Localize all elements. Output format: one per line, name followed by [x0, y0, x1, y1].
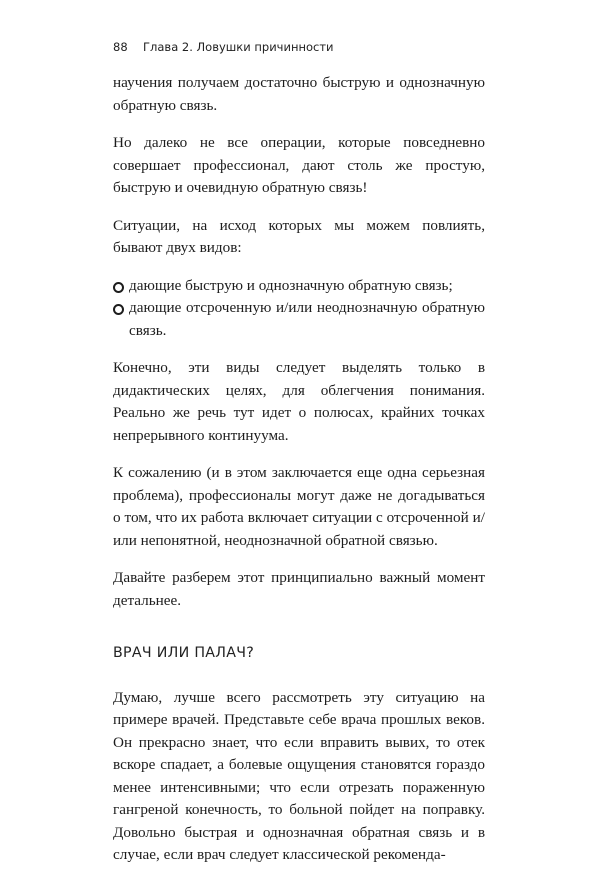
- section-heading: ВРАЧ ИЛИ ПАЛАЧ?: [113, 645, 255, 661]
- chapter-title: Глава 2. Ловушки причинности: [143, 40, 334, 54]
- paragraph: Но далеко не все операции, которые повседневно совершает профессионал, дают столь же простую, быструю и очевидную обратную связь!: [113, 134, 485, 196]
- running-header: [113, 40, 334, 54]
- bullet-item: [113, 275, 485, 298]
- paragraph: Думаю, лучше всего рассмотреть эту ситуацию на примере врачей. Представьте себе врача прошлых веков. Он прекрасно знает, что если вправить вывих, то отек вскоре спадает, а болевые ощущения становятся гораздо менее интенсивными; что если отрезать пораженную гангреной конечность, то больной пойдет на поправку. Довольно быстрая и однозначная обратная связь и в случае, если врач следует классической рекоменда-: [113, 688, 485, 863]
- page-number: 88: [113, 40, 128, 54]
- paragraph: К сожалению (и в этом заключается еще одна серьезная проблема), профессионалы могут даже не догадываться о том, что их работа включает ситуации с отсроченной и/или непонятной, неоднозначной обратной связью.: [113, 464, 485, 549]
- paragraph: Конечно, эти виды следует выделять только в дидактических целях, для облегчения понимания. Реально же речь тут идет о полюсах, крайних точках непрерывного континуума.: [113, 359, 485, 444]
- circle-bullet-icon: [113, 282, 124, 293]
- bullet-text: дающие быструю и однозначную обратную связь;: [129, 276, 453, 294]
- paragraph: научения получаем достаточно быструю и однозначную обратную связь.: [113, 74, 485, 114]
- bullet-item: [113, 297, 485, 342]
- bullet-text: дающие отсроченную и/или неоднозначную обратную связь.: [129, 299, 485, 339]
- body-text: [113, 72, 485, 882]
- circle-bullet-icon: [113, 304, 124, 315]
- paragraph: Ситуации, на исход которых мы можем повлиять, бывают двух видов:: [113, 216, 485, 256]
- paragraph: Давайте разберем этот принципиально важный момент детальнее.: [113, 569, 485, 609]
- bullet-list: [113, 275, 485, 343]
